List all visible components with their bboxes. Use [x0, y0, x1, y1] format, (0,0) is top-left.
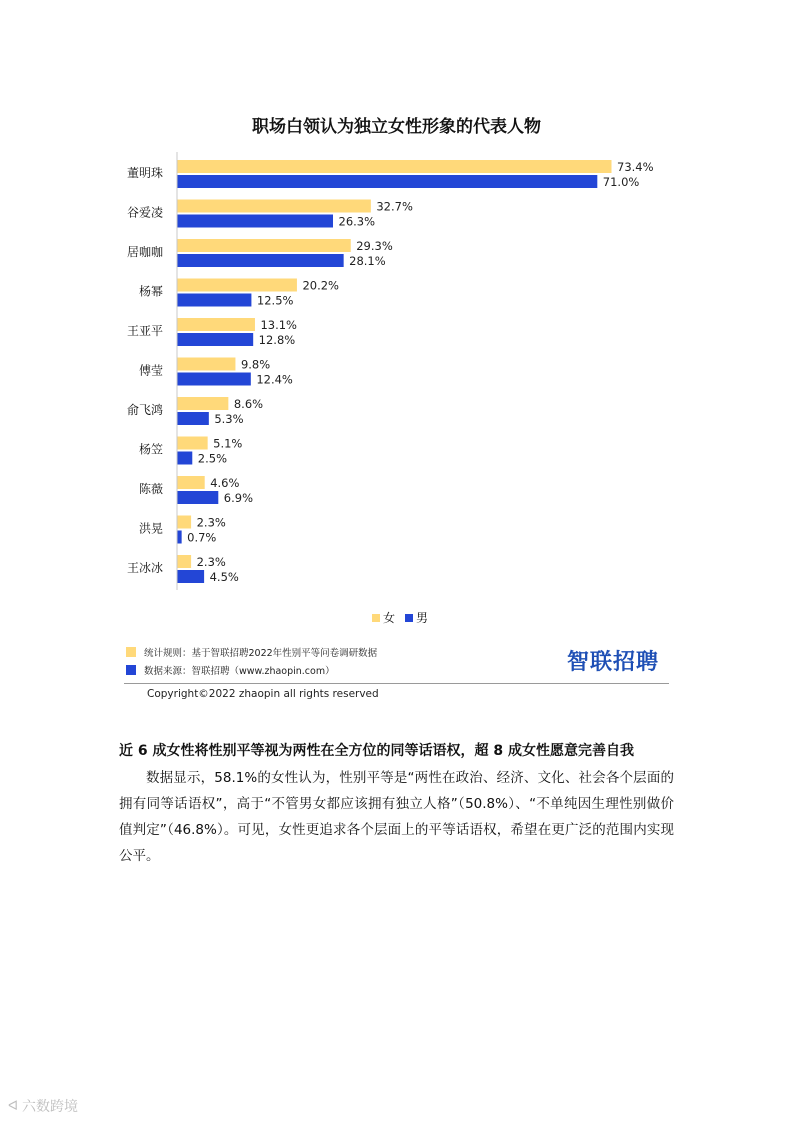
bar-male [178, 412, 209, 425]
bar-male [178, 294, 252, 307]
legend-label-female: 女 [383, 611, 396, 625]
category-label: 陈薇 [138, 482, 163, 496]
data-label-male: 6.9% [223, 491, 254, 505]
legend-swatch-male [405, 614, 413, 622]
bar-female [178, 239, 351, 252]
footer-divider [124, 683, 669, 684]
data-label-male: 12.4% [256, 372, 293, 387]
data-label-male: 5.3% [214, 412, 244, 426]
category-label: 谷爱凌 [126, 205, 163, 220]
bar-female [178, 555, 192, 568]
note-stat-rule [126, 645, 377, 659]
bar-female [178, 160, 612, 173]
legend-label-male: 男 [416, 611, 429, 625]
bar-female [178, 476, 205, 489]
bar-male [178, 531, 182, 544]
category-label: 杨幂 [138, 284, 163, 299]
bar-female [178, 397, 229, 410]
category-label: 王冰冰 [126, 561, 163, 575]
bar-male [178, 215, 334, 228]
note-source [126, 663, 335, 677]
data-label-female: 13.1% [260, 318, 298, 332]
data-label-male: 2.5% [197, 451, 228, 466]
category-label: 王亚平 [126, 324, 163, 338]
category-label: 居咖咖 [126, 245, 163, 259]
bar-male [178, 175, 598, 188]
bar-male [178, 333, 254, 346]
data-label-female: 2.3% [196, 555, 226, 569]
category-label: 俞飞鸿 [126, 403, 163, 417]
note-stat-text: 统计规则：基于智联招聘2022年性别平等问卷调研数据 [144, 648, 378, 659]
category-label: 洪晃 [138, 521, 163, 536]
bar-male [178, 570, 205, 583]
data-label-male: 28.1% [349, 254, 386, 268]
copyright-text: Copyright©2022 zhaopin all rights reserved [147, 688, 379, 700]
legend-item-female [372, 609, 395, 626]
chart-title: 职场白领认为独立女性形象的代表人物 [252, 117, 541, 137]
bar-male [178, 491, 219, 504]
data-label-female: 73.4% [617, 160, 654, 174]
watermark [8, 1096, 78, 1116]
category-label: 傅莹 [138, 363, 163, 378]
bar-male [178, 373, 251, 386]
watermark-text: 六数跨境 [22, 1099, 78, 1115]
data-label-female: 9.8% [240, 357, 271, 372]
note-source-text: 数据来源：智联招聘（www.zhaopin.com） [144, 666, 335, 677]
category-label: 董明珠 [126, 166, 163, 180]
bar-female [178, 279, 297, 292]
data-label-male: 0.7% [187, 530, 217, 545]
data-label-male: 71.0% [602, 175, 640, 189]
bar-female [178, 318, 255, 331]
legend-item-male [405, 609, 428, 626]
data-label-male: 12.8% [258, 333, 296, 347]
bar-female [178, 200, 371, 213]
body-paragraph: 数据显示，58.1%的女性认为，性别平等是“两性在政治、经济、文化、社会各个层面的拥有同等话语权”，高于“不管男女都应该拥有独立人格”（50.8%）、“不单纯因生理性别做价值判定”（46.8%）。可见，女性更追求各个层面上的平等话语权，希望在更广泛的范围内实现公平。 [119, 770, 674, 864]
category-label: 杨笠 [138, 442, 163, 457]
bar-female [178, 437, 208, 450]
data-label-male: 26.3% [338, 214, 376, 229]
data-label-female: 32.7% [376, 199, 413, 214]
bar-male [178, 254, 344, 267]
legend-swatch-female [372, 614, 380, 622]
section-heading: 近 6 成女性将性别平等视为两性在全方位的同等话语权，超 8 成女性愿意完善自我 [119, 743, 634, 759]
bar-female [178, 516, 192, 529]
data-label-female: 5.1% [213, 436, 243, 451]
bar-female [178, 358, 236, 371]
data-label-female: 8.6% [233, 397, 264, 411]
data-label-male: 12.5% [256, 293, 294, 308]
note-stat-swatch [126, 647, 136, 657]
watermark-logo-icon: ᐊ [8, 1098, 18, 1114]
bar-male [178, 452, 193, 465]
zhaopin-logo: 智联招聘 [567, 650, 660, 675]
note-source-swatch [126, 665, 136, 675]
data-label-male: 4.5% [209, 570, 239, 584]
data-label-female: 4.6% [210, 476, 240, 490]
chart-legend [372, 609, 428, 626]
data-label-female: 29.3% [356, 239, 393, 253]
data-label-female: 20.2% [302, 278, 339, 293]
data-label-female: 2.3% [196, 515, 226, 530]
